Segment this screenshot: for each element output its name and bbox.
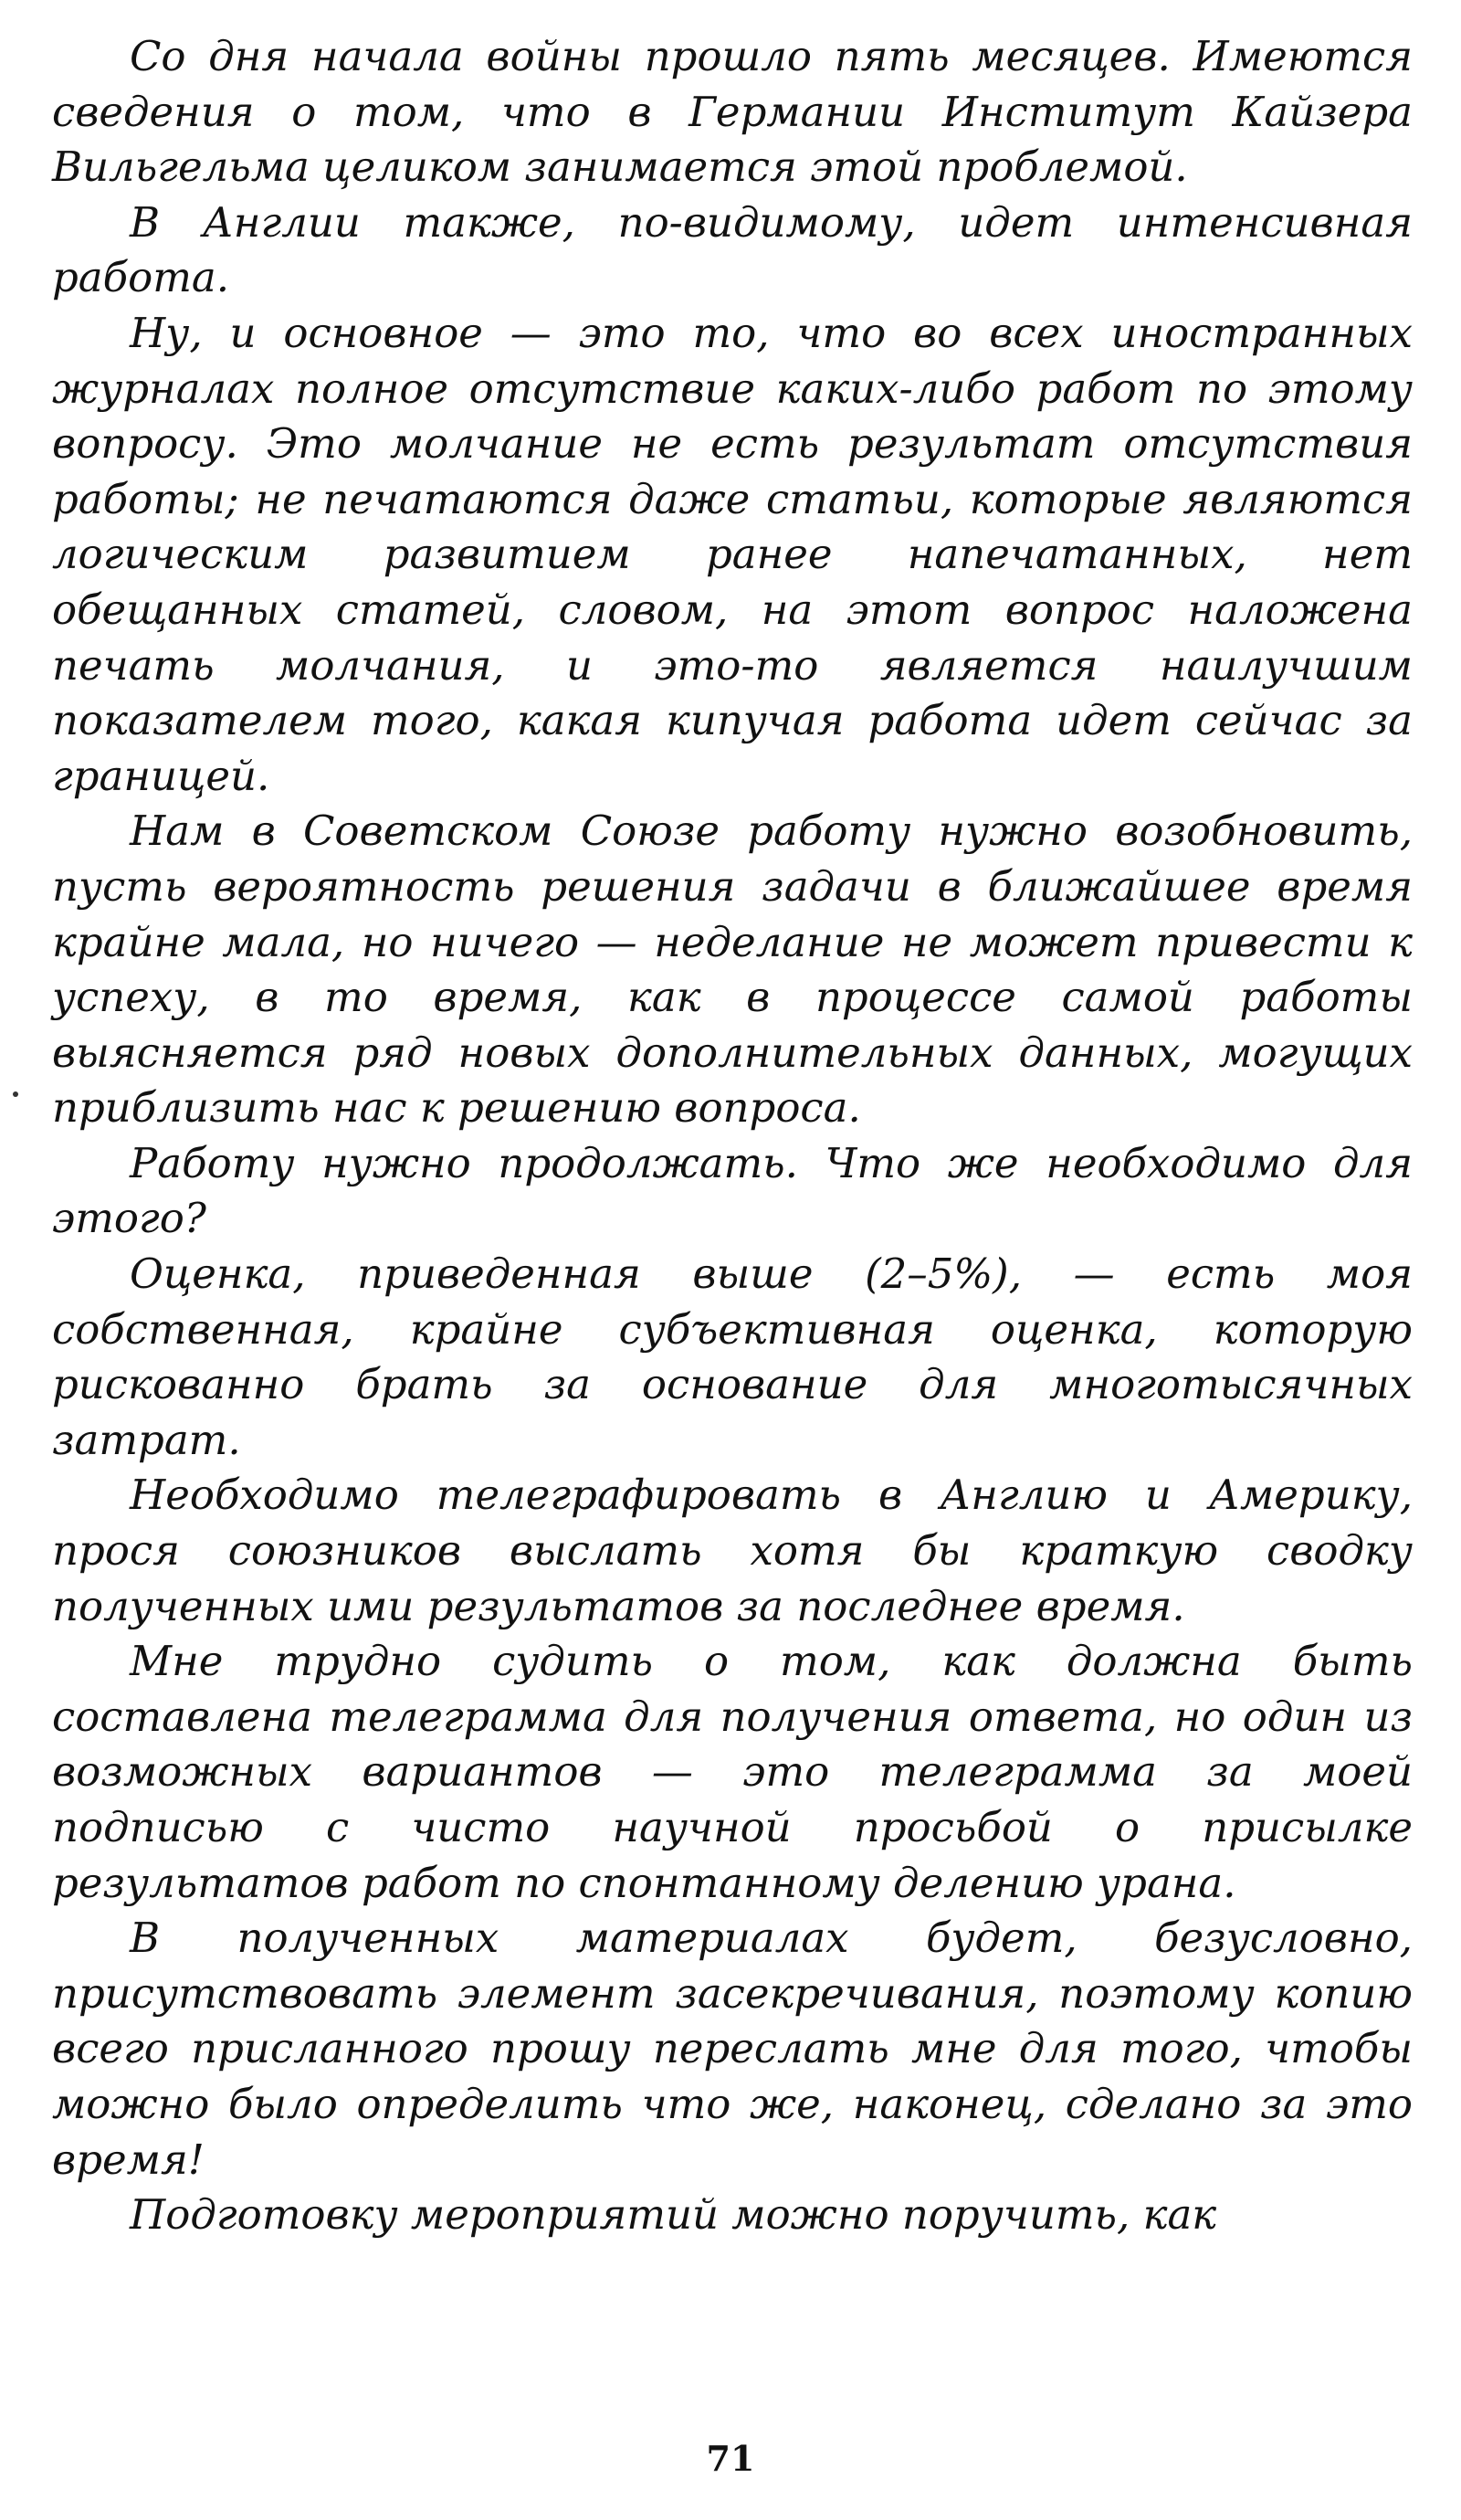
paragraph: Оценка, приведенная выше (2–5%), — есть моя собственная, крайне субъективная оценка, которую рискованно брать за основание для многотысячных затрат.	[52, 1249, 1413, 1464]
paragraph: Мне трудно судить о том, как должна быть составлена телеграмма для получения ответа, но один из возможных вариантов — это телеграмма за моей подписью с чисто научной просьбой о присылке результатов работ по спонтанному делению урана.	[52, 1637, 1413, 1907]
paragraph: Ну, и основное — это то, что во всех иностранных журналах полное отсутствие каких-либо работ по этому вопросу. Это молчание не есть результат отсутствия работы; не печатаются даже статьи, которые являются логическим развитием ранее напечатанных, нет обещанных статей, словом, на этот вопрос наложена печать молчания, и это-то является наилучшим показателем того, какая кипучая работа идет сейчас за границей.	[52, 308, 1413, 800]
paragraph: В полученных материалах будет, безусловно, присутствовать элемент засекречивания, поэтому копию всего присланного прошу переслать мне для того, чтобы можно было определить что же, наконец, сделано за это время!	[52, 1914, 1413, 2184]
margin-mark	[13, 1091, 18, 1097]
page-number: 71	[706, 2438, 755, 2479]
paragraph: Со дня начала войны прошло пять месяцев. Имеются сведения о том, что в Германии Институт Кайзера Вильгельма целиком занимается этой проблемой.	[52, 32, 1413, 192]
body-text	[52, 29, 1413, 2243]
paragraph: Необходимо телеграфировать в Англию и Америку, прося союзников выслать хотя бы краткую сводку полученных ими результатов за последнее время.	[52, 1471, 1413, 1630]
paragraph: Нам в Советском Союзе работу нужно возобновить, пусть вероятность решения задачи в ближайшее время крайне мала, но ничего — неделание не может привести к успеху, в то время, как в процессе самой работы выясняется ряд новых дополнительных данных, могущих приблизить нас к решению вопроса.	[52, 807, 1413, 1133]
paragraph: Подготовку мероприятий можно поручить, как	[130, 2190, 1217, 2240]
paragraph: Работу нужно продолжать. Что же необходимо для этого?	[52, 1138, 1413, 1243]
paragraph: В Англии также, по-видимому, идет интенсивная работа.	[52, 197, 1413, 302]
